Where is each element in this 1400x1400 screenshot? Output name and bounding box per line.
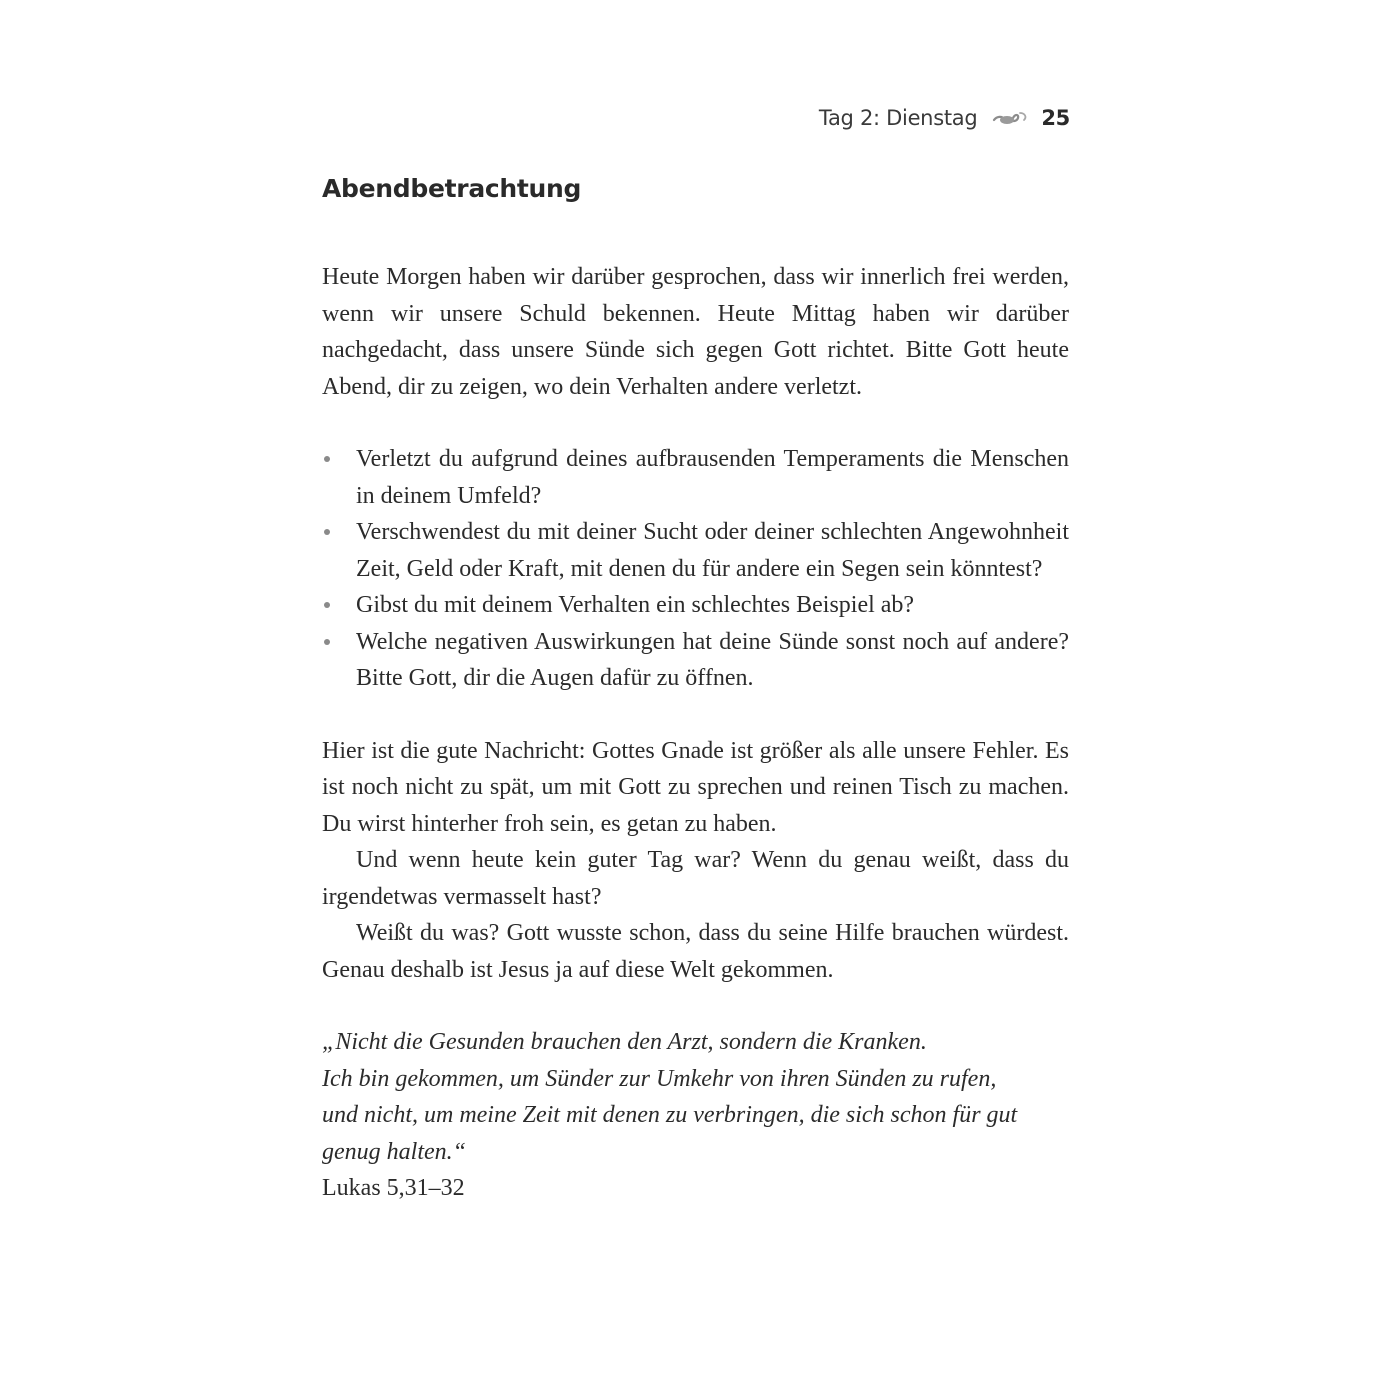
list-item — [322, 514, 1069, 587]
question-text: Verschwendest du mit deiner Sucht oder deiner schlechten Angewohnheit Zeit, Geld oder Kraft, mit denen du für andere ein Segen sein könntest? — [356, 519, 1069, 582]
chapter-label: Tag 2: Dienstag — [818, 106, 978, 130]
reflection-questions-list — [322, 441, 1069, 697]
bullet-icon — [324, 639, 330, 645]
body-paragraph: Und wenn heute kein guter Tag war? Wenn du genau weißt, dass du irgendetwas vermasselt hast? — [322, 847, 1069, 910]
good-news-paragraph: Hier ist die gute Nachricht: Gottes Gnade ist größer als alle unsere Fehler. Es ist noch nicht zu spät, um mit Gott zu sprechen und reinen Tisch zu machen. Du wirst hinterher froh sein, es getan zu haben. — [322, 737, 1069, 837]
question-text: Welche negativen Auswirkungen hat deine Sünde sonst noch auf andere? Bitte Gott, dir die Augen dafür zu öffnen. — [356, 628, 1069, 691]
page-number: 25 — [1041, 106, 1070, 130]
bible-quote — [322, 1024, 1069, 1170]
bullet-icon — [324, 529, 330, 535]
question-text: Gibst du mit deinem Verhalten ein schlechtes Beispiel ab? — [356, 592, 915, 618]
quote-line: genug halten.“ — [322, 1138, 466, 1165]
running-head — [819, 100, 1070, 136]
list-item — [322, 624, 1069, 697]
body-paragraph: Weißt du was? Gott wusste schon, dass du seine Hilfe brauchen würdest. Genau deshalb ist Jesus ja auf diese Welt gekommen. — [322, 920, 1069, 983]
question-text: Verletzt du aufgrund deines aufbrausenden Temperaments die Menschen in deinem Umfeld? — [356, 446, 1069, 509]
quote-line: „Nicht die Gesunden brauchen den Arzt, sondern die Kranken. — [322, 1029, 927, 1055]
page-content — [322, 165, 1069, 1207]
bible-reference: Lukas 5,31–32 — [322, 1175, 465, 1201]
quote-line: und nicht, um meine Zeit mit denen zu verbringen, die sich schon für gut — [322, 1102, 1018, 1128]
bullet-icon — [324, 456, 330, 462]
bullet-icon — [324, 602, 330, 608]
intro-paragraph: Heute Morgen haben wir darüber gesprochen, dass wir innerlich frei werden, wenn wir unsere Schuld bekennen. Heute Mittag haben wir darüber nachgedacht, dass unsere Sünde sich gegen Gott richtet. Bitte Gott heute Abend, dir zu zeigen, wo dein Verhalten andere verletzt. — [322, 264, 1069, 400]
section-title: Abendbetrachtung — [322, 174, 582, 203]
swirl-ornament-icon — [991, 108, 1029, 128]
list-item — [322, 587, 1069, 624]
quote-line: Ich bin gekommen, um Sünder zur Umkehr von ihren Sünden zu rufen, — [322, 1065, 997, 1092]
list-item — [322, 441, 1069, 514]
